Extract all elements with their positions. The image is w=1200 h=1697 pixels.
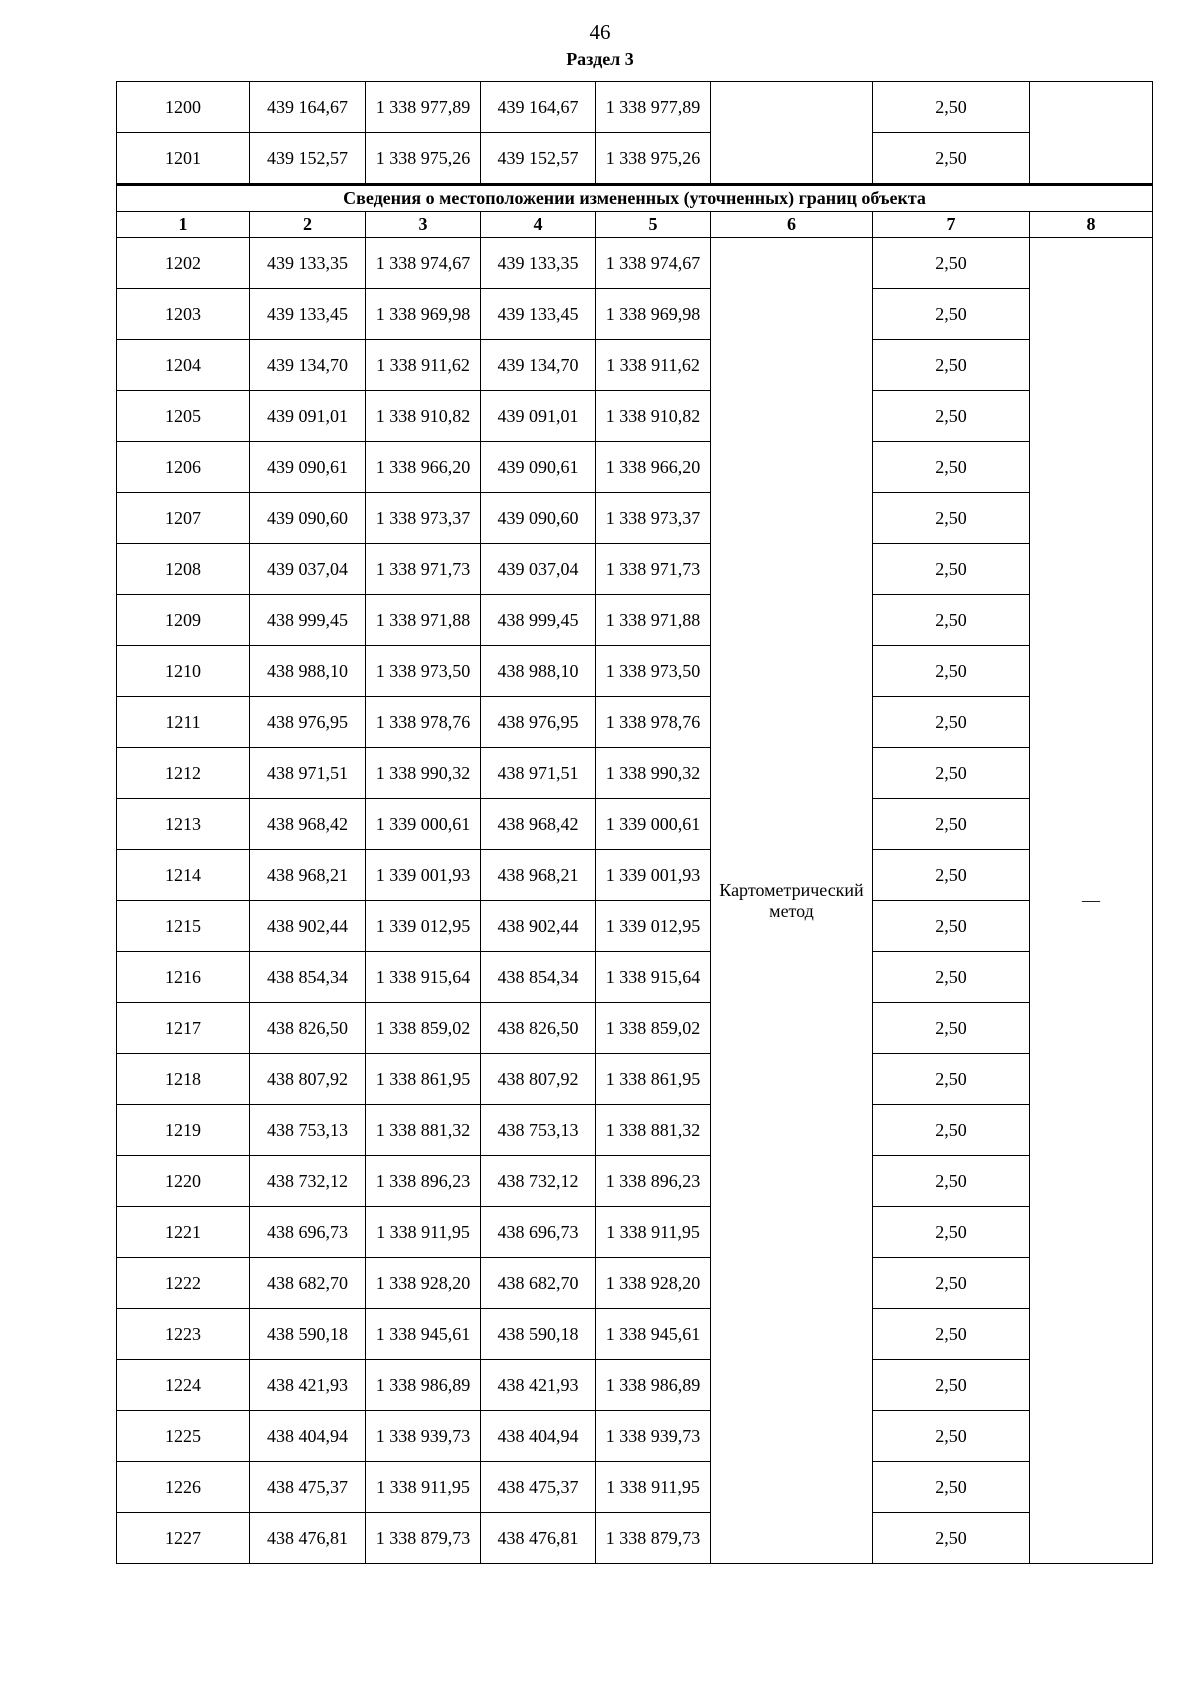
y-new: 1 338 859,02 — [596, 1003, 711, 1054]
column-number: 8 — [1030, 212, 1153, 238]
point-number: 1220 — [117, 1156, 250, 1207]
point-number: 1221 — [117, 1207, 250, 1258]
y-new: 1 338 911,62 — [596, 340, 711, 391]
table-row — [117, 1003, 1153, 1054]
table-row — [117, 391, 1153, 442]
column-number: 2 — [250, 212, 366, 238]
x-new: 438 988,10 — [481, 646, 596, 697]
x-existing: 438 902,44 — [250, 901, 366, 952]
x-new: 438 732,12 — [481, 1156, 596, 1207]
x-existing: 438 476,81 — [250, 1513, 366, 1564]
point-number: 1227 — [117, 1513, 250, 1564]
accuracy-value: 2,50 — [873, 1003, 1030, 1054]
table-row — [117, 646, 1153, 697]
y-existing: 1 338 977,89 — [366, 82, 481, 133]
x-existing: 438 976,95 — [250, 697, 366, 748]
column-number: 3 — [366, 212, 481, 238]
point-number: 1202 — [117, 238, 250, 289]
page-number: 46 — [589, 20, 611, 44]
x-new: 438 968,42 — [481, 799, 596, 850]
y-new: 1 338 978,76 — [596, 697, 711, 748]
table-row — [117, 238, 1153, 289]
y-new: 1 338 974,67 — [596, 238, 711, 289]
table-row — [117, 1156, 1153, 1207]
point-number: 1214 — [117, 850, 250, 901]
x-new: 439 133,35 — [481, 238, 596, 289]
x-new: 439 037,04 — [481, 544, 596, 595]
point-number: 1216 — [117, 952, 250, 1003]
x-new: 439 152,57 — [481, 133, 596, 185]
point-number: 1209 — [117, 595, 250, 646]
x-new: 438 404,94 — [481, 1411, 596, 1462]
y-existing: 1 338 971,73 — [366, 544, 481, 595]
point-number: 1204 — [117, 340, 250, 391]
x-existing: 438 988,10 — [250, 646, 366, 697]
x-new: 438 971,51 — [481, 748, 596, 799]
x-existing: 438 807,92 — [250, 1054, 366, 1105]
table-row — [117, 595, 1153, 646]
x-existing: 438 590,18 — [250, 1309, 366, 1360]
point-number: 1203 — [117, 289, 250, 340]
accuracy-value: 2,50 — [873, 1513, 1030, 1564]
y-existing: 1 338 861,95 — [366, 1054, 481, 1105]
table-caption: Сведения о местоположении измененных (уточненных) границ объекта — [117, 185, 1153, 212]
column-number: 4 — [481, 212, 596, 238]
column-number: 6 — [711, 212, 873, 238]
accuracy-value: 2,50 — [873, 1105, 1030, 1156]
point-number: 1224 — [117, 1360, 250, 1411]
col8-cell-top — [1030, 82, 1153, 185]
y-existing: 1 338 910,82 — [366, 391, 481, 442]
x-new: 439 091,01 — [481, 391, 596, 442]
point-number: 1208 — [117, 544, 250, 595]
y-new: 1 338 915,64 — [596, 952, 711, 1003]
accuracy-value: 2,50 — [873, 442, 1030, 493]
y-new: 1 339 001,93 — [596, 850, 711, 901]
y-existing: 1 338 978,76 — [366, 697, 481, 748]
y-new: 1 338 861,95 — [596, 1054, 711, 1105]
y-existing: 1 338 879,73 — [366, 1513, 481, 1564]
point-number: 1201 — [117, 133, 250, 185]
accuracy-value: 2,50 — [873, 493, 1030, 544]
y-new: 1 338 990,32 — [596, 748, 711, 799]
point-number: 1210 — [117, 646, 250, 697]
x-new: 439 090,60 — [481, 493, 596, 544]
y-new: 1 338 975,26 — [596, 133, 711, 185]
x-existing: 438 968,21 — [250, 850, 366, 901]
point-number: 1218 — [117, 1054, 250, 1105]
point-number: 1200 — [117, 82, 250, 133]
accuracy-value: 2,50 — [873, 901, 1030, 952]
x-existing: 438 696,73 — [250, 1207, 366, 1258]
y-existing: 1 338 911,62 — [366, 340, 481, 391]
x-new: 439 090,61 — [481, 442, 596, 493]
column-numbers-row — [117, 212, 1153, 238]
table-row — [117, 748, 1153, 799]
accuracy-value: 2,50 — [873, 391, 1030, 442]
point-number: 1211 — [117, 697, 250, 748]
x-new: 438 476,81 — [481, 1513, 596, 1564]
y-new: 1 338 910,82 — [596, 391, 711, 442]
x-new: 438 421,93 — [481, 1360, 596, 1411]
accuracy-value: 2,50 — [873, 850, 1030, 901]
table-row — [117, 799, 1153, 850]
point-number: 1223 — [117, 1309, 250, 1360]
y-existing: 1 338 973,37 — [366, 493, 481, 544]
accuracy-value: 2,50 — [873, 748, 1030, 799]
x-new: 438 682,70 — [481, 1258, 596, 1309]
accuracy-value: 2,50 — [873, 340, 1030, 391]
table-row — [117, 952, 1153, 1003]
x-new: 439 134,70 — [481, 340, 596, 391]
accuracy-value: 2,50 — [873, 238, 1030, 289]
section-title: Раздел 3 — [566, 49, 634, 69]
x-existing: 438 971,51 — [250, 748, 366, 799]
accuracy-value: 2,50 — [873, 133, 1030, 185]
x-new: 438 807,92 — [481, 1054, 596, 1105]
x-existing: 438 968,42 — [250, 799, 366, 850]
column-number: 1 — [117, 212, 250, 238]
x-new: 439 164,67 — [481, 82, 596, 133]
method-cell: Картометрический метод — [711, 238, 873, 1564]
y-existing: 1 338 915,64 — [366, 952, 481, 1003]
y-new: 1 338 971,88 — [596, 595, 711, 646]
y-new: 1 339 012,95 — [596, 901, 711, 952]
point-number: 1207 — [117, 493, 250, 544]
accuracy-value: 2,50 — [873, 1156, 1030, 1207]
x-existing: 438 732,12 — [250, 1156, 366, 1207]
x-new: 438 696,73 — [481, 1207, 596, 1258]
y-existing: 1 338 911,95 — [366, 1207, 481, 1258]
y-existing: 1 338 859,02 — [366, 1003, 481, 1054]
method-cell-top — [711, 82, 873, 185]
y-new: 1 339 000,61 — [596, 799, 711, 850]
y-new: 1 338 973,50 — [596, 646, 711, 697]
y-existing: 1 338 939,73 — [366, 1411, 481, 1462]
y-new: 1 338 977,89 — [596, 82, 711, 133]
accuracy-value: 2,50 — [873, 1054, 1030, 1105]
y-new: 1 338 971,73 — [596, 544, 711, 595]
y-new: 1 338 945,61 — [596, 1309, 711, 1360]
y-existing: 1 338 945,61 — [366, 1309, 481, 1360]
y-new: 1 338 911,95 — [596, 1462, 711, 1513]
y-new: 1 338 966,20 — [596, 442, 711, 493]
table-row — [117, 1207, 1153, 1258]
y-existing: 1 338 969,98 — [366, 289, 481, 340]
x-existing: 439 133,45 — [250, 289, 366, 340]
point-number: 1217 — [117, 1003, 250, 1054]
table-row — [117, 82, 1153, 133]
y-existing: 1 338 928,20 — [366, 1258, 481, 1309]
x-existing: 439 134,70 — [250, 340, 366, 391]
table-caption-row — [117, 185, 1153, 212]
y-existing: 1 338 971,88 — [366, 595, 481, 646]
y-existing: 1 338 966,20 — [366, 442, 481, 493]
table-row — [117, 544, 1153, 595]
y-existing: 1 338 973,50 — [366, 646, 481, 697]
y-existing: 1 339 001,93 — [366, 850, 481, 901]
table-row — [117, 1258, 1153, 1309]
table-row — [117, 442, 1153, 493]
y-existing: 1 338 911,95 — [366, 1462, 481, 1513]
point-number: 1205 — [117, 391, 250, 442]
x-new: 438 902,44 — [481, 901, 596, 952]
x-new: 438 854,34 — [481, 952, 596, 1003]
x-existing: 438 826,50 — [250, 1003, 366, 1054]
table-row — [117, 1411, 1153, 1462]
accuracy-value: 2,50 — [873, 595, 1030, 646]
table-row — [117, 340, 1153, 391]
y-existing: 1 338 974,67 — [366, 238, 481, 289]
x-new: 439 133,45 — [481, 289, 596, 340]
x-existing: 439 090,60 — [250, 493, 366, 544]
accuracy-value: 2,50 — [873, 1360, 1030, 1411]
x-existing: 438 475,37 — [250, 1462, 366, 1513]
y-existing: 1 338 986,89 — [366, 1360, 481, 1411]
accuracy-value: 2,50 — [873, 544, 1030, 595]
accuracy-value: 2,50 — [873, 289, 1030, 340]
table-row — [117, 1360, 1153, 1411]
table-row — [117, 1054, 1153, 1105]
accuracy-value: 2,50 — [873, 1207, 1030, 1258]
y-new: 1 338 939,73 — [596, 1411, 711, 1462]
x-existing: 438 753,13 — [250, 1105, 366, 1156]
y-existing: 1 338 881,32 — [366, 1105, 481, 1156]
x-existing: 439 090,61 — [250, 442, 366, 493]
x-new: 438 968,21 — [481, 850, 596, 901]
point-number: 1219 — [117, 1105, 250, 1156]
y-new: 1 338 881,32 — [596, 1105, 711, 1156]
y-existing: 1 338 990,32 — [366, 748, 481, 799]
x-existing: 438 854,34 — [250, 952, 366, 1003]
x-new: 438 826,50 — [481, 1003, 596, 1054]
point-number: 1212 — [117, 748, 250, 799]
x-new: 438 475,37 — [481, 1462, 596, 1513]
x-existing: 439 091,01 — [250, 391, 366, 442]
x-new: 438 753,13 — [481, 1105, 596, 1156]
point-number: 1213 — [117, 799, 250, 850]
x-existing: 439 164,67 — [250, 82, 366, 133]
accuracy-value: 2,50 — [873, 799, 1030, 850]
x-existing: 438 421,93 — [250, 1360, 366, 1411]
table-row — [117, 901, 1153, 952]
table-row — [117, 697, 1153, 748]
accuracy-value: 2,50 — [873, 82, 1030, 133]
column-number: 7 — [873, 212, 1030, 238]
table-row — [117, 1309, 1153, 1360]
table-row — [117, 493, 1153, 544]
point-number: 1226 — [117, 1462, 250, 1513]
x-existing: 439 037,04 — [250, 544, 366, 595]
accuracy-value: 2,50 — [873, 697, 1030, 748]
y-existing: 1 339 012,95 — [366, 901, 481, 952]
x-existing: 438 682,70 — [250, 1258, 366, 1309]
accuracy-value: 2,50 — [873, 1462, 1030, 1513]
y-new: 1 338 986,89 — [596, 1360, 711, 1411]
y-existing: 1 338 975,26 — [366, 133, 481, 185]
column-number: 5 — [596, 212, 711, 238]
x-existing: 439 133,35 — [250, 238, 366, 289]
y-new: 1 338 896,23 — [596, 1156, 711, 1207]
y-existing: 1 338 896,23 — [366, 1156, 481, 1207]
x-existing: 438 404,94 — [250, 1411, 366, 1462]
x-new: 438 590,18 — [481, 1309, 596, 1360]
table-row — [117, 1462, 1153, 1513]
point-number: 1206 — [117, 442, 250, 493]
x-existing: 439 152,57 — [250, 133, 366, 185]
accuracy-value: 2,50 — [873, 1258, 1030, 1309]
accuracy-value: 2,50 — [873, 952, 1030, 1003]
col8-cell: — — [1030, 238, 1153, 1564]
y-new: 1 338 879,73 — [596, 1513, 711, 1564]
x-existing: 438 999,45 — [250, 595, 366, 646]
coordinates-table — [116, 81, 1153, 1564]
accuracy-value: 2,50 — [873, 1309, 1030, 1360]
point-number: 1225 — [117, 1411, 250, 1462]
table-row — [117, 1105, 1153, 1156]
point-number: 1222 — [117, 1258, 250, 1309]
y-existing: 1 339 000,61 — [366, 799, 481, 850]
table-row — [117, 289, 1153, 340]
x-new: 438 999,45 — [481, 595, 596, 646]
y-new: 1 338 928,20 — [596, 1258, 711, 1309]
y-new: 1 338 969,98 — [596, 289, 711, 340]
y-new: 1 338 973,37 — [596, 493, 711, 544]
accuracy-value: 2,50 — [873, 1411, 1030, 1462]
y-new: 1 338 911,95 — [596, 1207, 711, 1258]
table-row — [117, 133, 1153, 185]
x-new: 438 976,95 — [481, 697, 596, 748]
point-number: 1215 — [117, 901, 250, 952]
table-row — [117, 1513, 1153, 1564]
table-row — [117, 850, 1153, 901]
accuracy-value: 2,50 — [873, 646, 1030, 697]
